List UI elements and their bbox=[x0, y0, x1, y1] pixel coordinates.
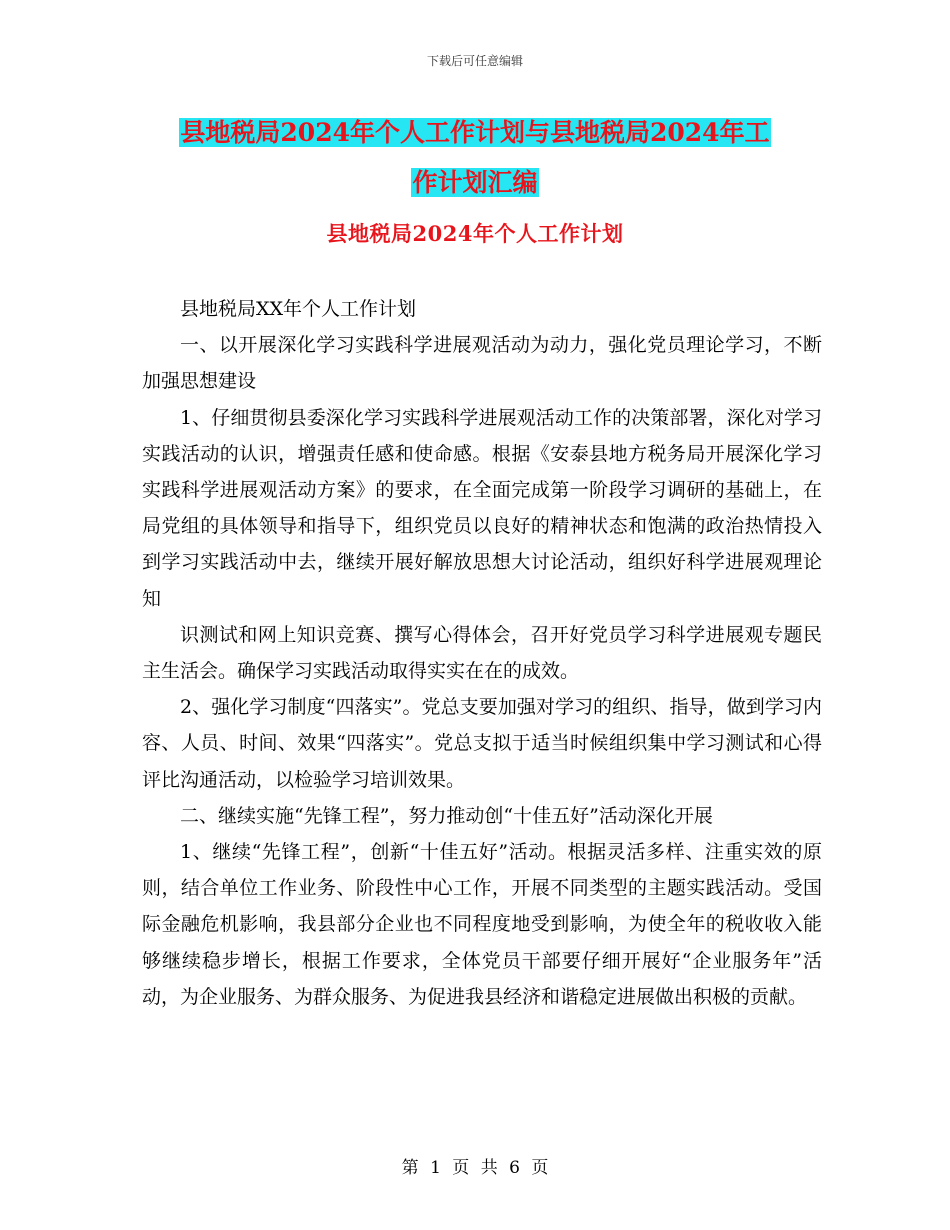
page-header-note: 下载后可任意编辑 bbox=[426, 54, 523, 68]
page-footer-number: 第 1 页 共 6 页 bbox=[401, 1158, 549, 1178]
section-title: 县地税局2024年个人工作计划 bbox=[326, 221, 624, 246]
paragraph-item-1-1: 1、仔细贯彻县委深化学习实践科学进展观活动工作的决策部署，深化对学习实践活动的认识，增强责任感和使命感。根据《安泰县地方税务局开展深化学习实践科学进展观活动方案》的要求，在全面完成第一阶段学习调研的基础上，在局党组的具体领导和指导下，组织党员以良好的精神状态和饱满的政治热情投入到学习实践活动中去，继续开展好解放思想大讨论活动，组织好科学进展观理论知 bbox=[142, 406, 822, 610]
document-title bbox=[140, 108, 810, 208]
paragraph-item-1-2: 2、强化学习制度“四落实”。党总支要加强对学习的组织、指导，做到学习内容、人员、时间、效果“四落实”。党总支拟于适当时候组织集中学习测试和心得评比沟通活动，以检验学习培训效果。 bbox=[142, 696, 822, 791]
paragraph-section-2-heading: 二、继续实施“先锋工程”，努力推动创“十佳五好”活动深化开展 bbox=[180, 804, 713, 827]
paragraph-item-1-1-cont: 识测试和网上知识竞赛、撰写心得体会，召开好党员学习科学进展观专题民主生活会。确保学习实践活动取得实实在在的成效。 bbox=[142, 623, 822, 683]
paragraph-section-1-heading: 一、以开展深化学习实践科学进展观活动为动力，强化党员理论学习，不断加强思想建设 bbox=[142, 334, 822, 393]
paragraph-item-2-1: 1、继续“先锋工程”，创新“十佳五好”活动。根据灵活多样、注重实效的原则，结合单位工作业务、阶段性中心工作，开展不同类型的主题实践活动。受国际金融危机影响，我县部分企业也不同程度地受到影响，为使全年的税收收入能够继续稳步增长，根据工作要求，全体党员干部要仔细开展好“企业服务年”活动，为企业服务、为群众服务、为促进我县经济和谐稳定进展做出积极的贡献。 bbox=[142, 841, 822, 1008]
document-body bbox=[142, 291, 822, 1015]
document-title-line-1: 县地税局2024年个人工作计划与县地税局2024年工 bbox=[180, 118, 770, 147]
document-title-line-2: 作计划汇编 bbox=[412, 168, 538, 197]
paragraph-plan-heading: 县地税局XX年个人工作计划 bbox=[180, 298, 417, 320]
